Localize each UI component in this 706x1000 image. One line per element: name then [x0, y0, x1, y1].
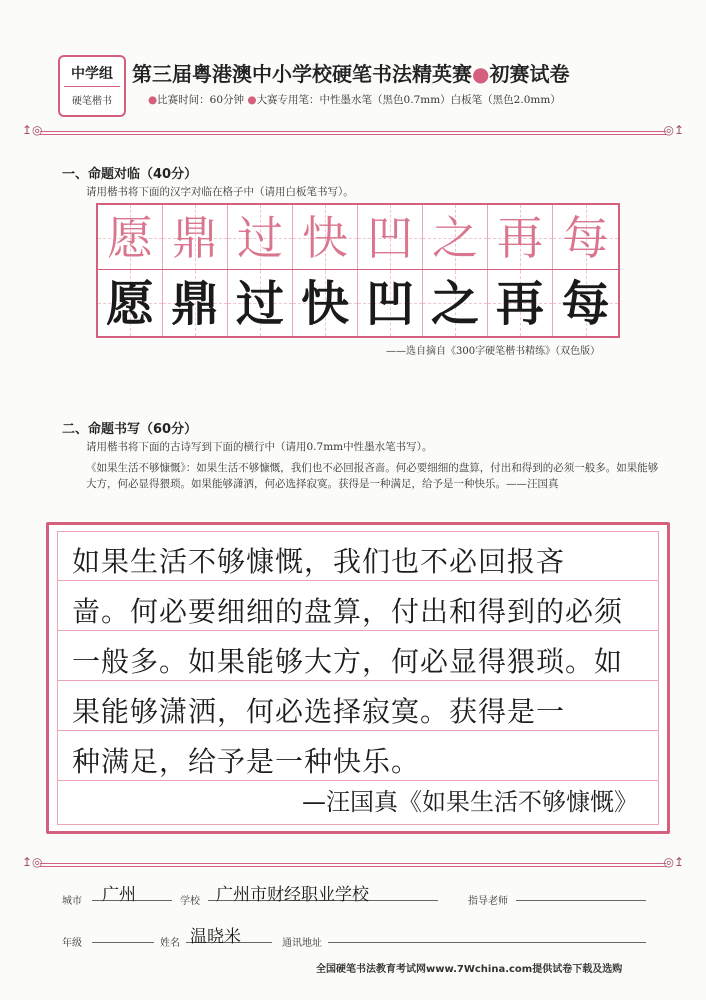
exam-info — [148, 92, 561, 107]
handwritten-line-5: 种满足，给予是一种快乐。 — [72, 745, 421, 778]
ruled-line — [58, 630, 658, 631]
school-value: 广州市财经职业学校 — [216, 885, 369, 905]
grid-cell — [98, 205, 163, 271]
grid-cell — [553, 271, 618, 337]
grid-cell — [163, 205, 228, 271]
reference-char: 之 — [432, 211, 478, 265]
handwritten-char: 再 — [495, 275, 544, 332]
badge-group-label: 中学组 — [71, 66, 113, 82]
bullet-icon: ● — [247, 94, 257, 106]
school-label: 学校 — [180, 896, 200, 907]
bullet-icon: ● — [148, 94, 158, 106]
copy-grid — [96, 203, 620, 338]
section2-instruction: 请用楷书将下面的古诗写到下面的横行中（请用0.7mm中性墨水笔书写）。 — [86, 441, 433, 453]
section1-instruction: 请用楷书将下面的汉字对临在格子中（请用白板笔书写）。 — [86, 186, 354, 198]
writing-area — [57, 531, 659, 825]
title-suffix: 初赛试卷 — [489, 62, 570, 86]
grid-cell — [423, 271, 488, 337]
grid-cell — [488, 205, 553, 271]
name-field[interactable] — [186, 926, 272, 947]
top-divider — [22, 123, 684, 138]
city-value: 广州 — [102, 885, 136, 905]
teacher-label: 指导老师 — [468, 896, 508, 907]
grid-cell — [163, 271, 228, 337]
grid-cell — [358, 271, 423, 337]
ornament-left-icon: ↥◎ — [22, 855, 43, 869]
handwritten-char: 愿 — [105, 275, 154, 332]
title-dot-icon: ● — [472, 62, 490, 86]
name-label: 姓名 — [160, 938, 180, 949]
address-label: 通讯地址 — [282, 938, 322, 949]
title-main: 第三届粤港澳中小学校硬笔书法精英赛 — [132, 62, 472, 86]
grid-cell — [423, 205, 488, 271]
website-footer: 全国硬笔书法教育考试网www.7Wchina.com提供试卷下载及选购 — [316, 964, 623, 975]
handwritten-char: 快 — [300, 275, 349, 332]
grade-field[interactable] — [92, 926, 154, 943]
grid-cell — [553, 205, 618, 271]
ornament-right-icon: ◎↥ — [663, 123, 684, 137]
grid-cell — [228, 271, 293, 337]
handwritten-char: 每 — [561, 275, 610, 332]
handwritten-char: 鼎 — [170, 275, 219, 332]
handwritten-line-3: 一般多。如果能够大方，何必显得猥琐。如 — [72, 645, 624, 678]
grid-cell — [293, 205, 358, 271]
handwritten-char: 之 — [430, 275, 479, 332]
ruled-line — [58, 580, 658, 581]
section1-source: ——选自摘自《300字硬笔楷书精练》（双色版） — [386, 346, 601, 357]
reference-char: 过 — [237, 211, 283, 265]
ruled-line — [58, 680, 658, 681]
ruled-line — [58, 780, 658, 781]
handwritten-line-4: 果能够潇洒，何必选择寂寞。获得是一 — [72, 695, 566, 728]
school-field[interactable] — [208, 884, 438, 905]
reference-char: 鼎 — [172, 211, 218, 265]
section1-title: 一、命题对临（40分） — [62, 167, 198, 182]
grid-cell — [293, 271, 358, 337]
reference-char: 凹 — [367, 211, 413, 265]
ruled-line — [58, 730, 658, 731]
badge-category-label: 硬笔楷书 — [72, 96, 112, 107]
exam-time: 比赛时间：60分钟 — [157, 94, 245, 106]
handwritten-line-1: 如果生活不够慷慨，我们也不必回报吝 — [72, 545, 566, 578]
divider-line — [40, 131, 666, 135]
reference-char: 再 — [497, 211, 543, 265]
city-label: 城市 — [62, 896, 82, 907]
name-value: 温晓米 — [190, 927, 241, 947]
grid-cell — [98, 271, 163, 337]
reference-char: 每 — [562, 211, 609, 265]
grid-cell — [358, 205, 423, 271]
teacher-field[interactable] — [516, 884, 646, 901]
grid-row-separator — [98, 269, 618, 270]
handwritten-line-2: 啬。何必要细细的盘算，付出和得到的必须 — [72, 595, 624, 628]
grid-cell — [228, 205, 293, 271]
badge-divider — [64, 86, 120, 87]
poem-text: 《如果生活不够慷慨》：如果生活不够慷慨，我们也不必回报吝啬。何必要细细的盘算，付出和得到的必须一般多。如果能够大方，何必显得猥琐。如果能够潇洒，何必选择寂寞。获得是一种满足，给予是一种快乐。——汪国真 — [86, 462, 659, 490]
ornament-right-icon: ◎↥ — [663, 855, 684, 869]
group-badge — [58, 55, 126, 117]
grade-label: 年级 — [62, 938, 82, 949]
reference-char: 快 — [302, 211, 348, 265]
page-title — [132, 58, 569, 87]
grid-cell — [488, 271, 553, 337]
handwritten-char: 凹 — [365, 275, 414, 332]
handwritten-char: 过 — [235, 275, 284, 332]
section2-title: 二、命题书写（60分） — [62, 422, 198, 437]
bottom-divider — [22, 855, 684, 870]
ornament-left-icon: ↥◎ — [22, 123, 43, 137]
city-field[interactable] — [92, 884, 172, 905]
handwritten-signature: —汪国真《如果生活不够慷慨》 — [302, 788, 638, 816]
address-field[interactable] — [328, 926, 646, 943]
writing-box — [46, 522, 670, 834]
exam-pen: 大赛专用笔：中性墨水笔（黑色0.7mm）白板笔（黑色2.0mm） — [256, 94, 561, 106]
reference-char: 愿 — [107, 211, 153, 265]
divider-line — [40, 863, 666, 867]
